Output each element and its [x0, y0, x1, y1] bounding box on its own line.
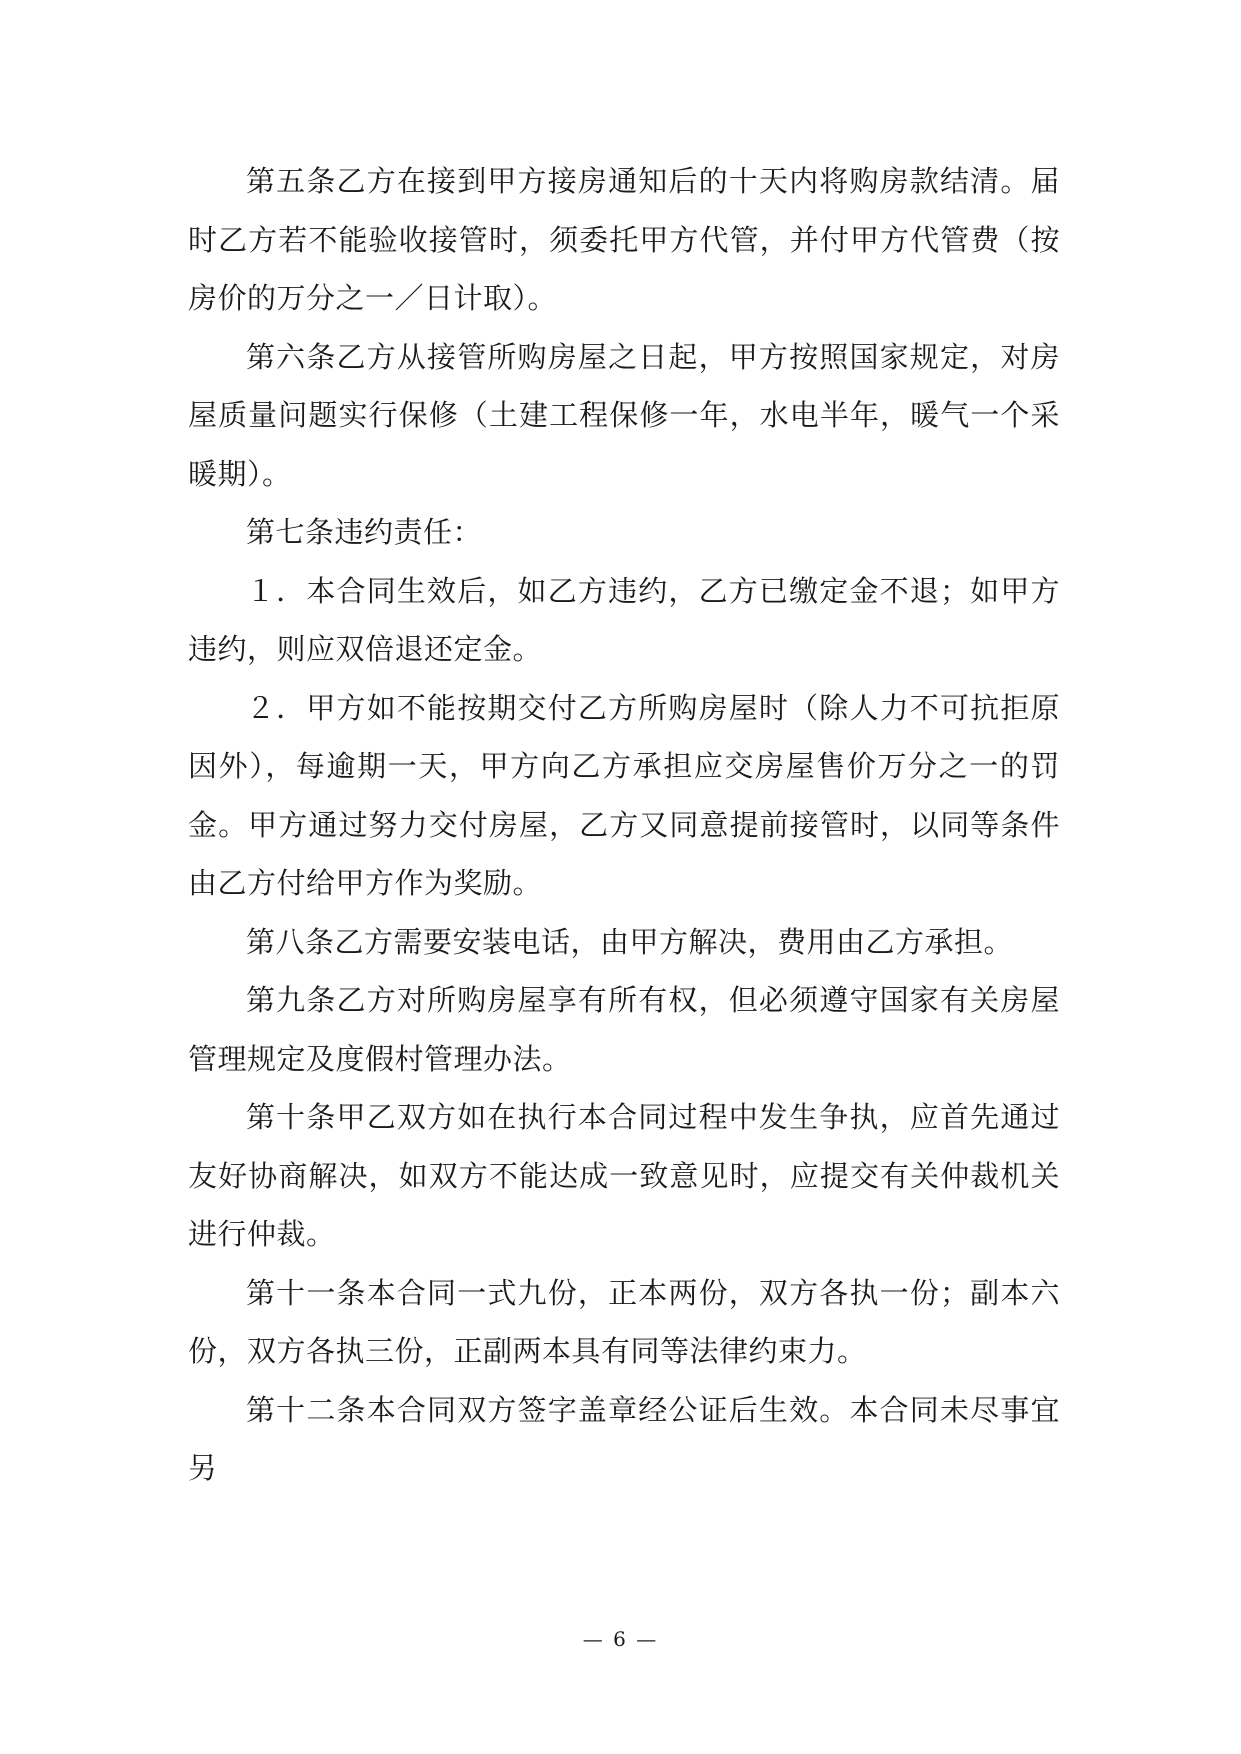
- paragraph-article-7-item-2: ２．甲方如不能按期交付乙方所购房屋时（除人力不可抗拒原因外），每逾期一天，甲方向乙方承担应交房屋售价万分之一的罚金。甲方通过努力交付房屋，乙方又同意提前接管时，以同等条件由乙方付给甲方作为奖励。: [188, 690, 1060, 900]
- page-number: — 6 —: [582, 1627, 659, 1651]
- paragraph-article-12: 第十二条本合同双方签字盖章经公证后生效。本合同未尽事宜另: [188, 1392, 1060, 1485]
- paragraph-article-11: 第十一条本合同一式九份，正本两份，双方各执一份；副本六份，双方各执三份，正副两本具有同等法律约束力。: [188, 1275, 1060, 1368]
- paragraph-article-8: 第八条乙方需要安装电话，由甲方解决，费用由乙方承担。: [246, 924, 1014, 959]
- paragraph-article-6: 第六条乙方从接管所购房屋之日起，甲方按照国家规定，对房屋质量问题实行保修（土建工程保修一年，水电半年，暖气一个采暖期）。: [188, 339, 1060, 491]
- paragraph-article-10: 第十条甲乙双方如在执行本合同过程中发生争执，应首先通过友好协商解决，如双方不能达成一致意见时，应提交有关仲裁机关进行仲裁。: [188, 1100, 1060, 1251]
- paragraph-article-5: 第五条乙方在接到甲方接房通知后的十天内将购房款结清。届时乙方若不能验收接管时，须委托甲方代管，并付甲方代管费（按房价的万分之一／日计取）。: [188, 164, 1060, 315]
- paragraph-article-7-heading: 第七条违约责任：: [246, 515, 483, 549]
- document-body: [188, 152, 1060, 1498]
- paragraph-article-7-item-1: １．本合同生效后，如乙方违约，乙方已缴定金不退；如甲方违约，则应双倍退还定金。: [188, 573, 1060, 666]
- paragraph-article-9: 第九条乙方对所购房屋享有所有权，但必须遵守国家有关房屋管理规定及度假村管理办法。: [188, 983, 1060, 1076]
